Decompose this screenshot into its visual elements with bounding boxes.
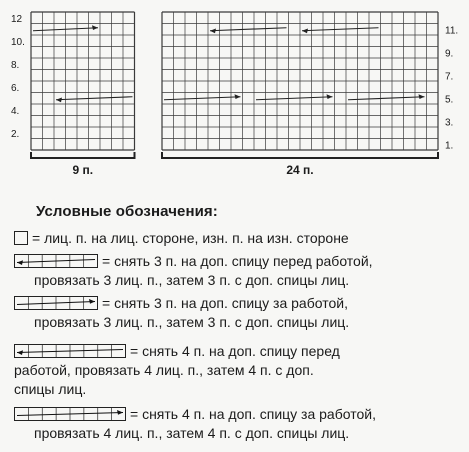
legend-item-knit-text: = лиц. п. на лиц. стороне, изн. п. на изн. стороне <box>32 230 349 246</box>
cable-arrow-line <box>56 97 133 100</box>
arrow-head-icon <box>327 94 333 99</box>
legend-item-cross3-front-text: = снять 3 п. на доп. спицу перед работой, <box>102 253 373 269</box>
cable-arrow-line <box>256 97 333 100</box>
cross3-front-symbol <box>14 254 98 268</box>
row-label: 3. <box>445 117 454 129</box>
row-label: 7. <box>445 71 454 83</box>
width-label: 9 п. <box>72 163 94 177</box>
row-label: 1. <box>445 140 454 152</box>
width-bracket <box>162 152 438 158</box>
arrow-head-icon <box>89 299 95 304</box>
empty-cell-symbol <box>14 231 28 245</box>
arrow-head-icon <box>92 25 98 30</box>
row-label: 9. <box>445 48 454 60</box>
legend-item-cross3-back <box>14 294 349 332</box>
row-label: 8. <box>11 59 20 71</box>
row-label: 10. <box>11 36 25 48</box>
legend-item-cross4-back <box>14 405 376 443</box>
arrow-head-icon <box>235 94 241 99</box>
legend-item-cross3-front <box>14 252 373 290</box>
legend-item-cross4-front-text-3: спицы лиц. <box>14 381 87 397</box>
legend-item-cross4-front-text: = снять 4 п. на доп. спицу перед <box>130 343 340 359</box>
arrow-head-icon <box>210 29 216 34</box>
cable-arrow-line <box>210 28 287 31</box>
cross4-front-symbol <box>14 344 126 358</box>
cable-arrow-line <box>348 97 425 100</box>
arrow-head-icon <box>117 410 123 415</box>
cross3-back-symbol <box>14 296 98 310</box>
legend-item-cross4-back-text: = снять 4 п. на доп. спицу за работой, <box>130 406 376 422</box>
width-bracket <box>31 152 135 158</box>
legend-item-knit <box>14 229 349 248</box>
row-label: 5. <box>445 94 454 106</box>
width-label: 24 п. <box>286 163 314 177</box>
row-label: 2. <box>11 128 20 140</box>
arrow-head-icon <box>17 260 23 265</box>
cable-arrow-line <box>302 28 379 31</box>
legend-item-cross3-front-text-2: провязать 3 лиц. п., затем 3 п. с доп. спицы лиц. <box>34 272 350 288</box>
cable-arrow-line <box>164 97 241 100</box>
cross4-back-symbol <box>14 407 126 421</box>
arrow-head-icon <box>302 29 308 34</box>
legend-item-cross4-front <box>14 342 340 399</box>
arrow-head-icon <box>17 350 23 355</box>
row-label: 11. <box>445 25 459 37</box>
row-label: 6. <box>11 82 20 94</box>
arrow-head-icon <box>419 94 425 99</box>
row-label: 4. <box>11 105 20 117</box>
chart-left <box>11 12 135 177</box>
legend-item-cross4-front-text-2: работой, провязать 4 лиц. п., затем 4 п. с доп. <box>14 362 314 378</box>
legend-item-cross4-back-text-2: провязать 4 лиц. п., затем 4 п. с доп. спицы лиц. <box>34 425 350 441</box>
chart-right <box>162 12 458 177</box>
legend-title: Условные обозначения: <box>36 203 218 220</box>
arrow-head-icon <box>56 98 62 103</box>
row-label: 12 <box>11 13 23 25</box>
knitting-charts <box>0 0 469 200</box>
legend-item-cross3-back-text: = снять 3 п. на доп. спицу за работой, <box>102 295 348 311</box>
legend-item-cross3-back-text-2: провязать 3 лиц. п., затем 3 п. с доп. спицы лиц. <box>34 314 350 330</box>
